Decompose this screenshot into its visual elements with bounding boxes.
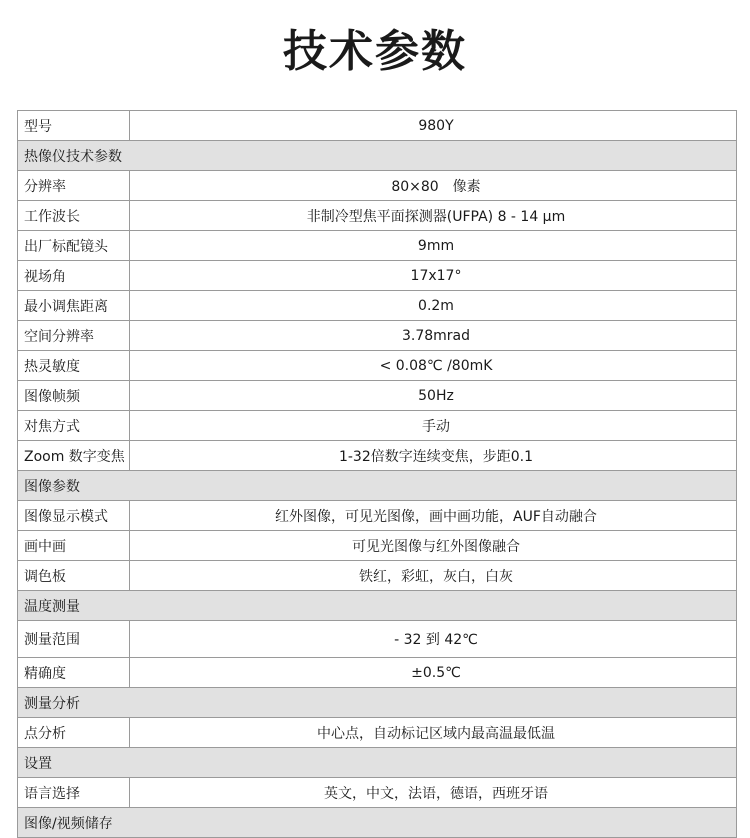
- spec-row: [18, 381, 737, 411]
- spec-row: [18, 621, 737, 658]
- spec-label: 工作波长: [18, 201, 130, 231]
- spec-label: 图像帧频: [18, 381, 130, 411]
- spec-value: 手动: [130, 411, 737, 441]
- spec-row: [18, 201, 737, 231]
- spec-value: 80×80 像素: [130, 171, 737, 201]
- spec-value: 中心点，自动标记区域内最高温最低温: [130, 718, 737, 748]
- section-title: 图像参数: [18, 471, 737, 501]
- spec-label: 调色板: [18, 561, 130, 591]
- spec-label: 型号: [18, 111, 130, 141]
- spec-label: 测量范围: [18, 621, 130, 658]
- spec-row: [18, 291, 737, 321]
- spec-value: < 0.08℃ /80mK: [130, 351, 737, 381]
- spec-value: 铁红，彩虹，灰白，白灰: [130, 561, 737, 591]
- section-title: 设置: [18, 748, 737, 778]
- section-header-row: [18, 688, 737, 718]
- spec-label: 语言选择: [18, 778, 130, 808]
- spec-value: 3.78mrad: [130, 321, 737, 351]
- spec-value: 17x17°: [130, 261, 737, 291]
- spec-label: 视场角: [18, 261, 130, 291]
- spec-label: Zoom 数字变焦: [18, 441, 130, 471]
- spec-label: 画中画: [18, 531, 130, 561]
- spec-row: [18, 778, 737, 808]
- spec-value: 非制冷型焦平面探测器(UFPA) 8 - 14 μm: [130, 201, 737, 231]
- spec-value: ±0.5℃: [130, 658, 737, 688]
- spec-value: 50Hz: [130, 381, 737, 411]
- section-title: 热像仪技术参数: [18, 141, 737, 171]
- spec-row: [18, 501, 737, 531]
- spec-row: [18, 261, 737, 291]
- spec-row: [18, 351, 737, 381]
- spec-label: 空间分辨率: [18, 321, 130, 351]
- spec-row: [18, 658, 737, 688]
- section-title: 测量分析: [18, 688, 737, 718]
- spec-row: [18, 411, 737, 441]
- spec-value: 1-32倍数字连续变焦，步距0.1: [130, 441, 737, 471]
- spec-row: [18, 531, 737, 561]
- spec-row: [18, 718, 737, 748]
- section-title: 图像/视频储存: [18, 808, 737, 838]
- spec-label: 精确度: [18, 658, 130, 688]
- spec-table: [17, 110, 737, 838]
- page-title: 技术参数: [283, 26, 467, 77]
- spec-label: 图像显示模式: [18, 501, 130, 531]
- spec-label: 点分析: [18, 718, 130, 748]
- spec-row: [18, 561, 737, 591]
- spec-table-body: [18, 111, 737, 838]
- section-header-row: [18, 591, 737, 621]
- section-header-row: [18, 471, 737, 501]
- section-header-row: [18, 141, 737, 171]
- spec-label: 最小调焦距离: [18, 291, 130, 321]
- spec-value: 英文，中文，法语，德语，西班牙语: [130, 778, 737, 808]
- spec-row: [18, 231, 737, 261]
- spec-value: 9mm: [130, 231, 737, 261]
- spec-row: [18, 321, 737, 351]
- spec-label: 出厂标配镜头: [18, 231, 130, 261]
- section-header-row: [18, 808, 737, 838]
- spec-row: [18, 111, 737, 141]
- spec-row: [18, 171, 737, 201]
- section-header-row: [18, 748, 737, 778]
- spec-label: 对焦方式: [18, 411, 130, 441]
- spec-value: 0.2m: [130, 291, 737, 321]
- spec-value: 980Y: [130, 111, 737, 141]
- spec-label: 热灵敏度: [18, 351, 130, 381]
- spec-value: 红外图像，可见光图像，画中画功能，AUF自动融合: [130, 501, 737, 531]
- spec-value: 可见光图像与红外图像融合: [130, 531, 737, 561]
- section-title: 温度测量: [18, 591, 737, 621]
- spec-label: 分辨率: [18, 171, 130, 201]
- spec-value: - 32 到 42℃: [130, 621, 737, 658]
- spec-row: [18, 441, 737, 471]
